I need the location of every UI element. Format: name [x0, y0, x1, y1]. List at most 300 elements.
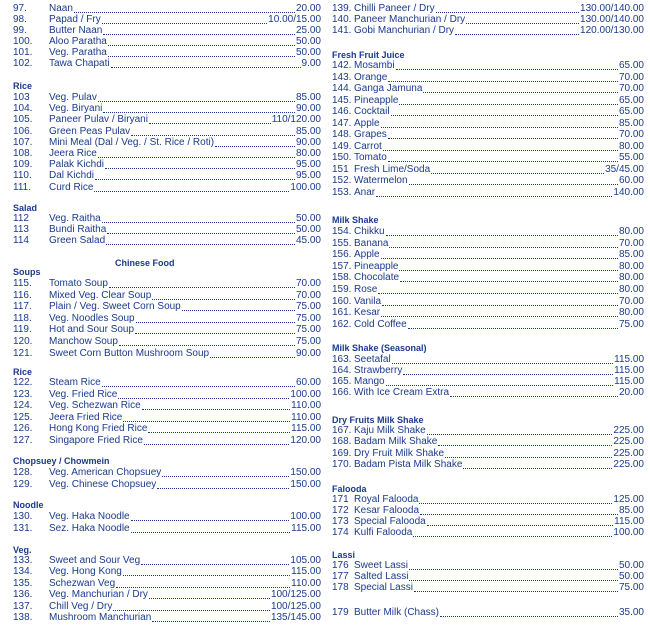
menu-item-row: [330, 425, 648, 437]
item-name: Kesar: [354, 307, 381, 319]
leader-dots: [455, 25, 579, 35]
item-number: 136.: [13, 589, 33, 601]
leader-dots: [113, 601, 270, 611]
leader-dots: [400, 272, 618, 282]
menu-item-row: [330, 436, 648, 448]
item-name-wrap: [354, 141, 619, 153]
item-name: Singapore Fried Rice: [49, 435, 143, 446]
item-number: 145.: [332, 94, 352, 106]
menu-item-row: [0, 612, 325, 624]
item-name-wrap: [354, 226, 619, 238]
menu-item-row: [0, 290, 325, 302]
leader-dots: [148, 423, 290, 433]
item-number: 127.: [13, 435, 33, 446]
section-title: Noodle: [13, 500, 44, 510]
item-number: 164.: [332, 365, 352, 376]
item-price: 110.00: [291, 577, 321, 589]
item-number: 166.: [332, 387, 352, 398]
item-name: Mushroom Manchurian: [49, 612, 152, 623]
item-name-wrap: [49, 566, 291, 578]
item-name: Badam Pista Milk Shake: [354, 458, 463, 470]
item-number: 142.: [332, 60, 352, 71]
item-name-wrap: [49, 278, 296, 290]
leader-dots: [118, 389, 289, 399]
leader-dots: [378, 284, 618, 294]
leader-dots: [103, 103, 295, 113]
item-name: Rose: [354, 284, 378, 295]
item-name-wrap: [354, 72, 619, 84]
item-price: 115.00: [614, 365, 644, 376]
item-number: 130.: [13, 511, 33, 522]
item-number: 159.: [332, 284, 352, 295]
item-price: 75.00: [295, 324, 321, 336]
menu-item-row: [0, 589, 325, 601]
leader-dots: [149, 114, 271, 124]
item-name: Papad / Fry: [49, 14, 101, 25]
item-name: Royal Falooda: [354, 494, 419, 505]
leader-dots: [141, 555, 289, 565]
leader-dots: [423, 83, 618, 93]
item-name-wrap: [354, 319, 619, 331]
item-name: Strawberry: [354, 365, 403, 376]
item-name: Pineapple: [354, 260, 399, 272]
item-number: 137.: [13, 600, 33, 612]
item-price: 95.00: [295, 159, 321, 171]
item-number: 113: [13, 224, 29, 236]
item-name-wrap: [49, 523, 291, 535]
item-name-wrap: [354, 436, 613, 448]
item-number: 102.: [13, 58, 33, 69]
menu-item-row: [330, 448, 648, 460]
item-number: 110.: [13, 170, 32, 182]
item-number: 169.: [332, 447, 352, 459]
item-name-wrap: [49, 290, 296, 302]
item-name: Special Lassi: [354, 582, 413, 593]
item-number: 115.: [13, 278, 32, 289]
leader-dots: [116, 578, 290, 588]
menu-item-row: [0, 278, 325, 290]
item-name-wrap: [49, 114, 272, 126]
leader-dots: [182, 301, 295, 311]
item-name: Apple: [354, 249, 380, 261]
item-price: 100.00: [290, 511, 321, 522]
menu-item-row: [0, 511, 325, 523]
item-price: 50.00: [618, 560, 644, 571]
menu-item-row: [0, 578, 325, 590]
leader-dots: [382, 296, 618, 306]
item-number: 129.: [13, 478, 33, 490]
item-number: 105.: [13, 114, 33, 126]
item-name-wrap: [354, 459, 613, 471]
menu-item-row: [330, 238, 648, 250]
menu-item-row: [0, 92, 325, 104]
leader-dots: [135, 324, 295, 334]
menu-item-row: [330, 284, 648, 296]
leader-dots: [152, 612, 270, 622]
item-price: 50.00: [295, 36, 321, 47]
menu-item-row: [330, 118, 648, 130]
menu-item-row: [0, 523, 325, 535]
item-price: 50.00: [295, 47, 321, 58]
menu-item-row: [330, 60, 648, 72]
item-price: 70.00: [295, 289, 321, 301]
item-price: 150.00: [290, 467, 321, 478]
item-name: Orange: [354, 71, 388, 83]
leader-dots: [450, 387, 618, 397]
item-name: Veg. Fried Rice: [49, 388, 118, 400]
item-name: Veg. Pulav: [49, 92, 97, 103]
leader-dots: [427, 516, 613, 526]
item-name-wrap: [49, 589, 271, 601]
leader-dots: [440, 607, 618, 617]
leader-dots: [427, 425, 613, 435]
item-name: Gobi Manchurian / Dry: [354, 25, 455, 36]
leader-dots: [131, 511, 290, 521]
item-name-wrap: [354, 164, 605, 176]
item-number: 158.: [332, 272, 352, 284]
leader-dots: [109, 278, 295, 288]
item-name: Badam Milk Shake: [354, 436, 438, 448]
item-price: 100.00: [290, 388, 321, 400]
leader-dots: [98, 148, 295, 158]
leader-dots: [102, 377, 295, 387]
item-number: 109.: [13, 159, 33, 171]
item-name: Mosambi: [354, 60, 395, 71]
menu-item-row: [330, 272, 648, 284]
leader-dots: [131, 126, 295, 136]
item-price: 65.00: [618, 60, 644, 71]
menu-item-row: [330, 95, 648, 107]
menu-item-row: [330, 261, 648, 273]
leader-dots: [381, 307, 618, 317]
item-price: 115.00: [614, 376, 644, 387]
leader-dots: [381, 118, 618, 128]
leader-dots: [108, 47, 295, 57]
leader-dots: [107, 224, 295, 234]
item-price: 80.00: [618, 260, 644, 272]
menu-item-row: [0, 479, 325, 491]
item-name-wrap: [354, 238, 619, 250]
item-price: 75.00: [295, 301, 321, 313]
menu-item-row: [0, 148, 325, 160]
leader-dots: [403, 365, 613, 375]
item-number: 124.: [13, 400, 33, 412]
item-name: Curd Rice: [49, 181, 94, 193]
leader-dots: [108, 36, 295, 46]
section-title: Falooda: [332, 484, 367, 494]
item-name-wrap: [49, 92, 296, 104]
item-name: Veg. Biryani: [49, 103, 103, 115]
leader-dots: [102, 14, 267, 24]
menu-item-row: [330, 129, 648, 141]
leader-dots: [392, 354, 613, 364]
item-name: Fresh Lime/Soda: [354, 163, 431, 175]
item-name: Mixed Veg. Clear Soup: [49, 289, 152, 301]
menu-item-row: [0, 114, 325, 126]
item-number: 99.: [13, 25, 27, 36]
item-number: 177: [332, 571, 349, 582]
item-price: 120.00/130.00: [580, 25, 644, 36]
item-price: 125.00: [613, 494, 644, 505]
item-name: Cocktail: [354, 106, 390, 117]
menu-item-row: [330, 152, 648, 164]
menu-item-row: [330, 106, 648, 118]
item-name-wrap: [49, 148, 296, 160]
item-price: 20.00: [295, 3, 321, 14]
item-name: Salted Lassi: [354, 571, 409, 582]
item-price: 100/125.00: [270, 600, 321, 612]
menu-item-row: [0, 555, 325, 567]
leader-dots: [102, 213, 295, 223]
item-price: 225.00: [613, 425, 644, 436]
item-price: 130.00/140.00: [580, 14, 644, 25]
item-name-wrap: [49, 578, 291, 590]
item-price: 85.00: [618, 505, 644, 516]
item-number: 172: [332, 505, 349, 516]
item-number: 156.: [332, 249, 352, 261]
section-title: Veg.: [13, 545, 32, 555]
item-price: 65.00: [618, 94, 644, 106]
item-price: 75.00: [618, 318, 644, 330]
item-price: 140.00: [613, 186, 644, 198]
leader-dots: [215, 137, 295, 147]
item-price: 90.00: [295, 103, 321, 115]
item-number: 163.: [332, 354, 352, 365]
menu-item-row: [330, 307, 648, 319]
item-number: 97.: [13, 3, 27, 14]
leader-dots: [98, 92, 295, 102]
item-name: Veg. Raitha: [49, 213, 101, 224]
item-number: 117.: [13, 301, 32, 313]
leader-dots: [431, 164, 604, 174]
menu-item-row: [0, 389, 325, 401]
item-price: 70.00: [295, 278, 321, 289]
item-price: 135/145.00: [270, 612, 321, 623]
item-name-wrap: [354, 527, 613, 539]
item-price: 110/120.00: [271, 114, 321, 126]
leader-dots: [391, 106, 618, 116]
item-name: Tawa Chapati: [49, 58, 110, 69]
menu-item-row: [0, 170, 325, 182]
leader-dots: [95, 170, 295, 180]
item-name-wrap: [354, 607, 619, 619]
section-title: Fresh Fruit Juice: [332, 50, 405, 60]
leader-dots: [74, 3, 295, 13]
item-name: Veg. Chinese Chopsuey: [49, 478, 157, 490]
menu-item-row: [330, 72, 648, 84]
item-number: 176: [332, 560, 349, 571]
item-name-wrap: [49, 170, 296, 182]
menu-item-row: [330, 141, 648, 153]
item-number: 120.: [13, 336, 33, 347]
leader-dots: [413, 527, 612, 537]
item-number: 174: [332, 527, 349, 538]
item-price: 100.00: [290, 181, 321, 193]
item-number: 112: [13, 213, 29, 224]
leader-dots: [142, 400, 290, 410]
item-number: 171: [332, 494, 349, 505]
item-name-wrap: [354, 249, 619, 261]
item-name-wrap: [354, 106, 619, 118]
item-price: 80.00: [618, 307, 644, 319]
item-price: 35.00: [618, 607, 644, 618]
item-name: Special Falooda: [354, 516, 426, 527]
item-name-wrap: [49, 467, 290, 479]
item-price: 80.00: [618, 284, 644, 295]
item-name: Ganga Jamuna: [354, 83, 423, 94]
item-price: 225.00: [613, 447, 644, 459]
item-number: 149.: [332, 140, 352, 152]
item-name: Palak Kichdi: [49, 159, 105, 171]
leader-dots: [414, 582, 618, 592]
item-price: 100/125.00: [270, 589, 321, 601]
menu-item-row: [330, 83, 648, 95]
item-name: Veg. Haka Noodle: [49, 511, 130, 522]
item-price: 150.00: [290, 478, 321, 490]
menu-item-row: [0, 435, 325, 447]
leader-dots: [149, 589, 270, 599]
item-price: 80.00: [618, 272, 644, 284]
leader-dots: [210, 348, 295, 358]
leader-dots: [396, 60, 618, 70]
item-number: 155.: [332, 237, 352, 249]
item-name: Paneer Manchurian / Dry: [354, 14, 466, 25]
item-name: Dry Fruit Milk Shake: [354, 447, 445, 459]
item-price: 90.00: [295, 347, 321, 359]
leader-dots: [144, 435, 289, 445]
leader-dots: [445, 448, 612, 458]
item-price: 110.00: [291, 411, 321, 423]
item-price: 130.00/140.00: [580, 3, 644, 14]
item-name-wrap: [49, 301, 296, 313]
item-name: Schezwan Veg: [49, 577, 116, 589]
item-price: 90.00: [295, 136, 321, 148]
item-number: 146.: [332, 106, 352, 117]
item-price: 100.00: [613, 527, 644, 538]
item-number: 141.: [332, 25, 352, 36]
item-number: 114: [13, 235, 29, 247]
item-number: 161.: [332, 307, 352, 319]
item-number: 144.: [332, 83, 352, 94]
menu-item-row: [330, 459, 648, 471]
item-price: 75.00: [618, 582, 644, 593]
item-name-wrap: [354, 261, 619, 273]
item-name-wrap: [49, 479, 290, 491]
item-name: Sez. Haka Noodle: [49, 522, 130, 534]
item-number: 108.: [13, 148, 33, 159]
item-price: 115.00: [614, 516, 644, 527]
item-name: Carrot: [354, 140, 382, 152]
item-name-wrap: [354, 25, 580, 37]
item-number: 168.: [332, 436, 352, 448]
item-name-wrap: [49, 313, 296, 325]
item-name-wrap: [354, 307, 619, 319]
item-number: 178: [332, 582, 349, 593]
section-title: Rice: [13, 367, 33, 377]
leader-dots: [123, 412, 290, 422]
leader-dots: [123, 566, 290, 576]
item-name-wrap: [49, 137, 296, 149]
item-name-wrap: [49, 612, 271, 624]
leader-dots: [436, 3, 579, 13]
item-name-wrap: [354, 187, 613, 199]
leader-dots: [466, 14, 579, 24]
leader-dots: [136, 313, 295, 323]
leader-dots: [157, 479, 289, 489]
menu-item-row: [330, 387, 648, 399]
item-price: 75.00: [295, 336, 321, 347]
item-number: 135.: [13, 577, 33, 589]
item-price: 50.00: [618, 571, 644, 582]
item-name: Chill Veg / Dry: [49, 600, 113, 612]
leader-dots: [383, 141, 618, 151]
item-name: Dal Kichdi: [49, 170, 95, 182]
section-title: Lassi: [332, 550, 356, 560]
item-price: 95.00: [295, 170, 321, 182]
item-name: With Ice Cream Extra: [354, 387, 450, 398]
menu-item-row: [330, 319, 648, 331]
leader-dots: [409, 571, 617, 581]
item-price: 60.00: [295, 377, 321, 388]
item-name: Watermelon: [354, 175, 408, 186]
menu-item-row: [0, 182, 325, 194]
leader-dots: [388, 129, 618, 139]
item-price: 10.00/15.00: [268, 14, 321, 25]
leader-dots: [389, 238, 617, 248]
item-number: 111.: [13, 181, 31, 193]
item-name-wrap: [354, 175, 619, 187]
item-name-wrap: [49, 182, 290, 194]
menu-item-row: [330, 527, 648, 539]
item-number: 157.: [332, 260, 352, 272]
item-name: Veg. Paratha: [49, 47, 107, 58]
item-name: Anar: [354, 186, 376, 198]
item-number: 103: [13, 92, 30, 103]
item-name-wrap: [354, 425, 613, 437]
item-name-wrap: [49, 555, 290, 567]
item-name: Veg. American Chopsuey: [49, 467, 162, 478]
leader-dots: [409, 560, 618, 570]
item-name-wrap: [354, 284, 619, 296]
menu-item-row: [330, 582, 648, 594]
menu-item-row: [0, 336, 325, 348]
item-name-wrap: [49, 126, 296, 138]
item-number: 139.: [332, 3, 352, 14]
leader-dots: [399, 261, 617, 271]
item-name: Veg. Manchurian / Dry: [49, 589, 148, 601]
section-heading: Chinese Food: [115, 258, 175, 268]
item-number: 167.: [332, 425, 352, 436]
item-price: 60.00: [618, 175, 644, 186]
leader-dots: [105, 159, 295, 169]
item-name-wrap: [354, 152, 619, 164]
menu-item-row: [330, 296, 648, 308]
item-price: 65.00: [618, 106, 644, 117]
item-price: 25.00: [295, 25, 321, 36]
menu-item-row: [330, 187, 648, 199]
leader-dots: [131, 523, 291, 533]
item-name-wrap: [49, 235, 296, 247]
leader-dots: [463, 459, 612, 469]
item-name-wrap: [49, 213, 296, 225]
item-number: 154.: [332, 226, 352, 237]
item-name-wrap: [49, 324, 296, 336]
item-name: Sweet Corn Button Mushroom Soup: [49, 347, 210, 359]
menu-item-row: [0, 400, 325, 412]
item-name-wrap: [49, 336, 296, 348]
leader-dots: [103, 25, 295, 35]
item-price: 70.00: [618, 295, 644, 307]
